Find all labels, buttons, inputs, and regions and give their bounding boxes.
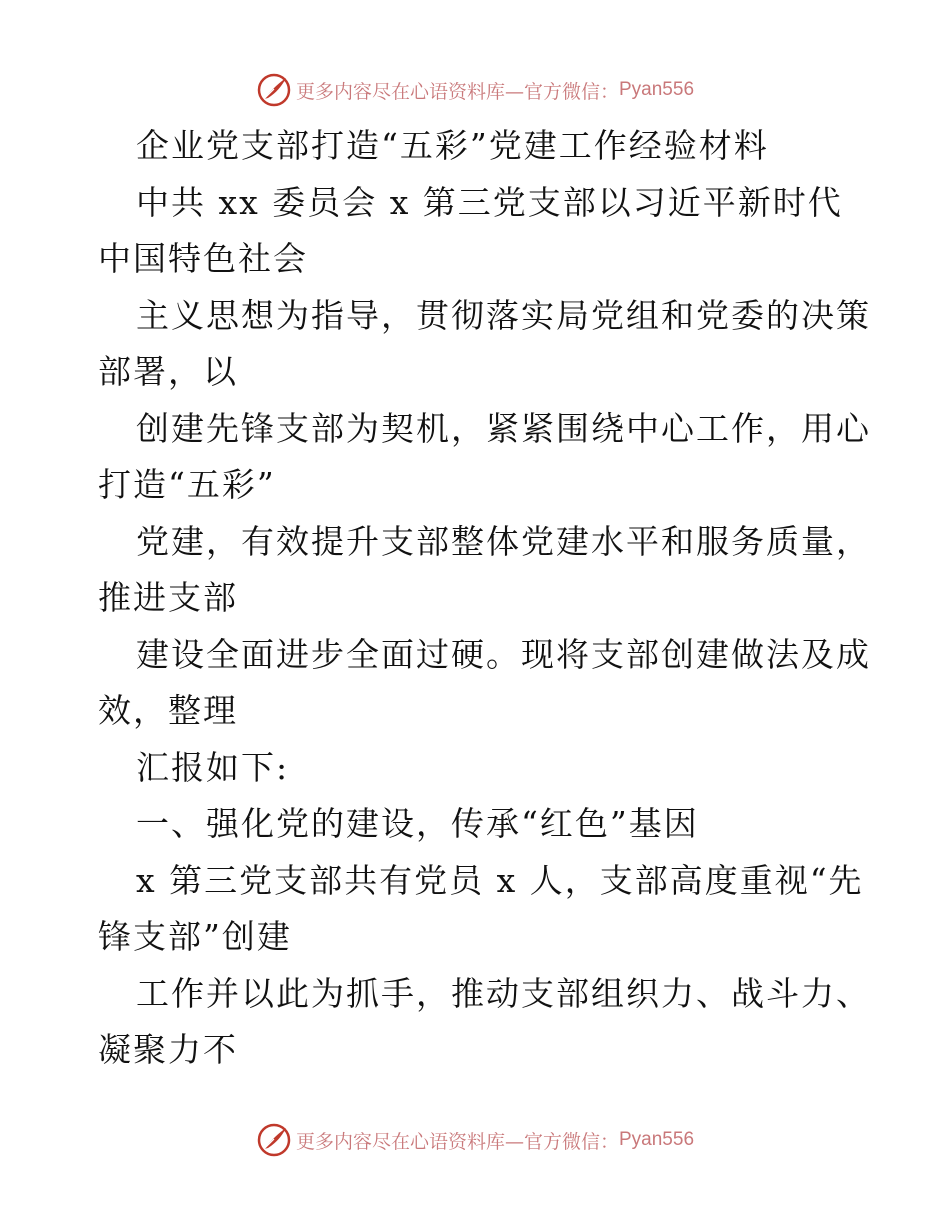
doc-line: x 第三党支部共有党员 x 人，支部高度重视“先 xyxy=(136,860,864,900)
watermark-id: Pyan556 xyxy=(619,1129,695,1150)
doc-line: 工作并以此为抓手，推动支部组织力、战斗力、 xyxy=(136,973,871,1013)
doc-line: 中国特色社会 xyxy=(98,239,308,278)
doc-line-title: 企业党支部打造“五彩”党建工作经验材料 xyxy=(136,126,769,165)
doc-line: 主义思想为指导，贯彻落实局党组和党委的决策 xyxy=(136,295,871,335)
header-watermark xyxy=(0,70,950,110)
doc-line: 打造“五彩” xyxy=(98,465,276,504)
doc-line: 党建，有效提升支部整体党建水平和服务质量， xyxy=(136,521,871,561)
watermark-id: Pyan556 xyxy=(619,79,695,100)
doc-line: 创建先锋支部为契机，紧紧围绕中心工作，用心 xyxy=(136,408,871,448)
doc-line: 部署，以 xyxy=(98,352,238,391)
document-body xyxy=(98,118,871,1079)
footer-watermark xyxy=(0,1120,950,1160)
doc-line: 汇报如下: xyxy=(136,747,290,787)
section-heading: 一、强化党的建设，传承“红色”基因 xyxy=(136,804,699,843)
watermark-text: 更多内容尽在心语资料库—官方微信： xyxy=(295,80,619,103)
feather-logo-icon xyxy=(256,1122,292,1158)
doc-line: 中共 xx 委员会 x 第三党支部以习近平新时代 xyxy=(136,182,843,222)
feather-logo-icon xyxy=(256,72,292,108)
doc-line: 凝聚力不 xyxy=(98,1030,238,1069)
watermark-text: 更多内容尽在心语资料库—官方微信： xyxy=(295,1130,619,1153)
doc-line: 效，整理 xyxy=(98,691,238,730)
doc-line: 建设全面进步全面过硬。现将支部创建做法及成 xyxy=(136,634,871,674)
doc-line: 锋支部”创建 xyxy=(98,917,292,956)
doc-line: 推进支部 xyxy=(98,578,238,617)
